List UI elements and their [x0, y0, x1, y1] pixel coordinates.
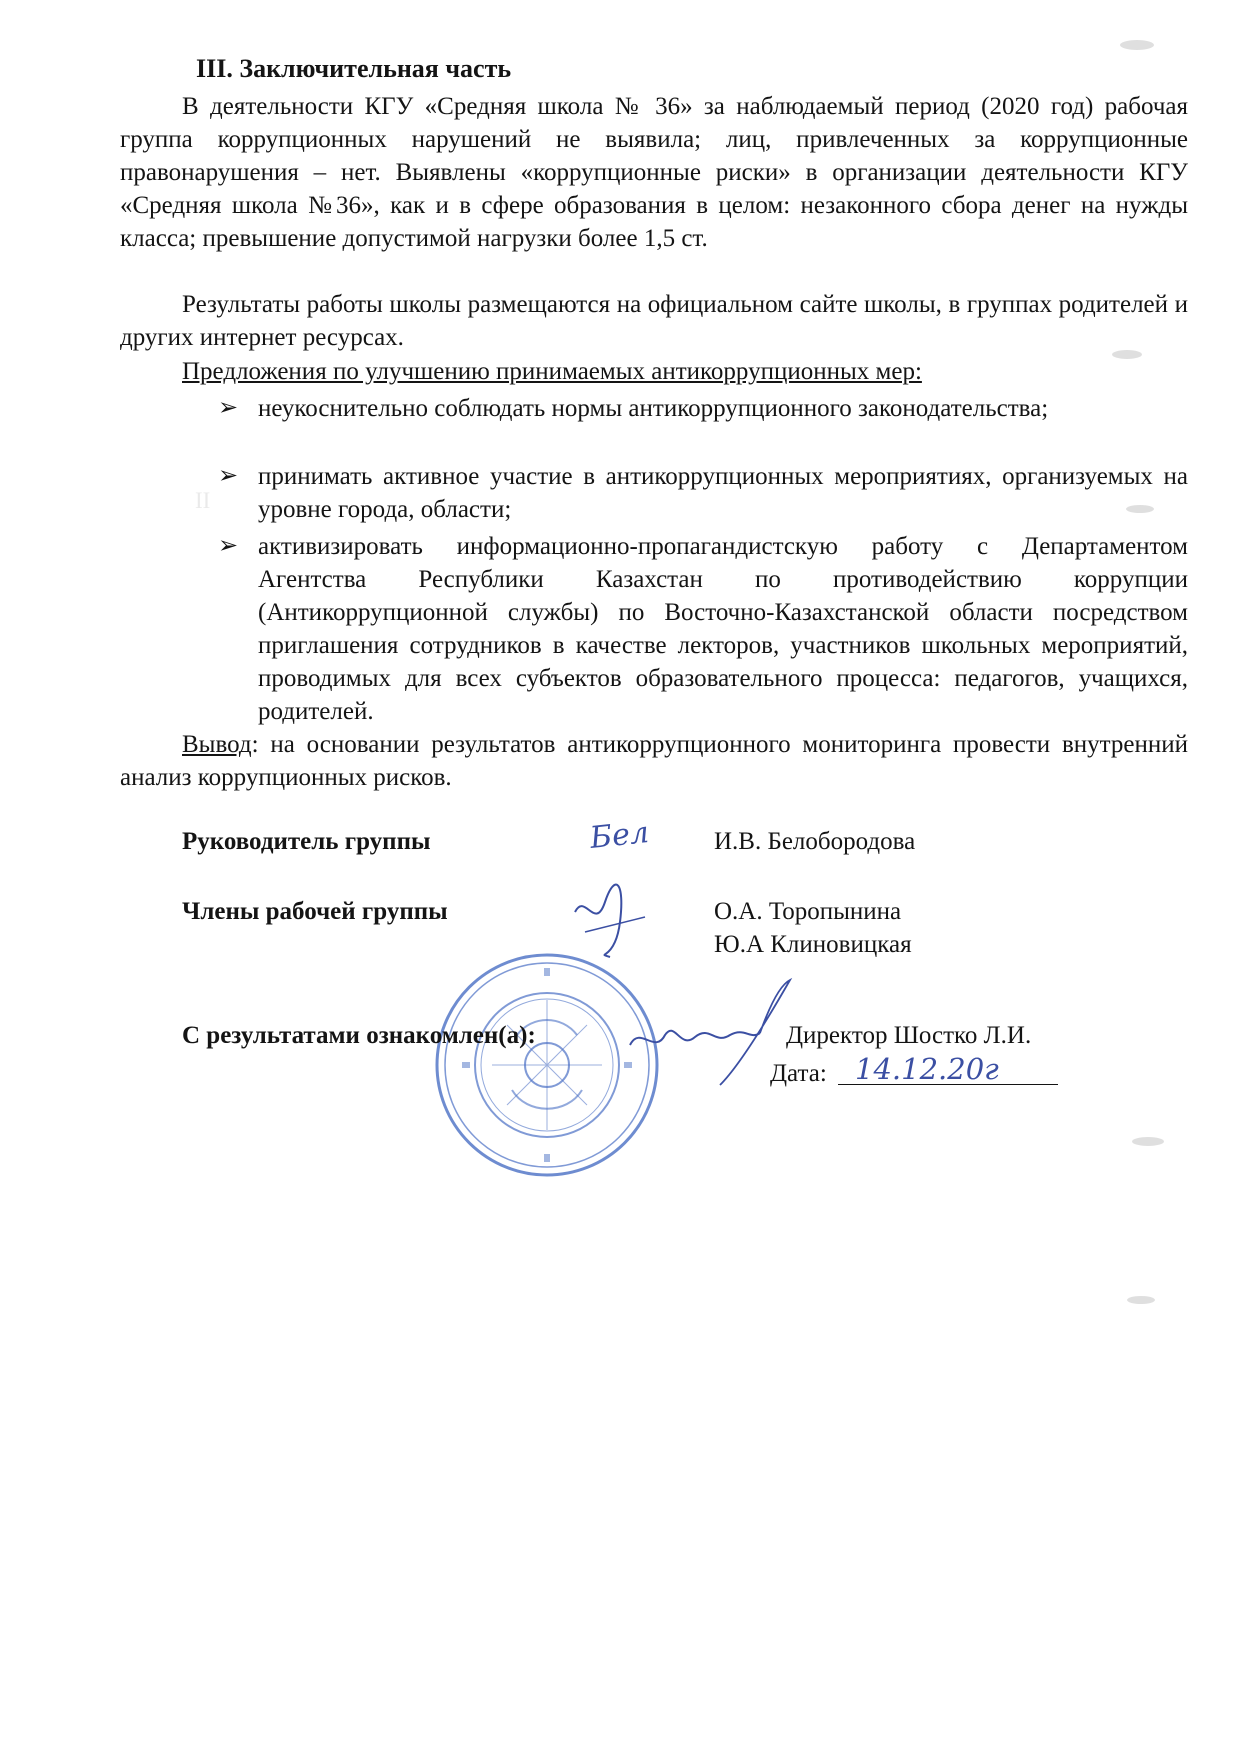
scan-speck	[1132, 1137, 1164, 1146]
list-item	[218, 392, 1188, 458]
date-handwritten: 14.12.20г	[855, 1052, 999, 1086]
leader-label: Руководитель группы	[182, 828, 431, 855]
date-label: Дата:	[770, 1060, 827, 1087]
list-item-text: активизировать информационно-пропагандистскую работу с Департаментом Агентства Республики Казахстан по противодействию коррупции (Антикоррупционной службы) по Восточно-Казахстанской области посредством приглашения сотрудников в качестве лекторов, участников школьных мероприятий, проводимых для всех субъектов образовательного процесса: педагогов, учащихся, родителей.	[258, 533, 1188, 725]
member-name-1: О.А. Торопынина	[714, 898, 902, 925]
proposals-title: Предложения по улучшению принимаемых антикоррупционных мер:	[182, 358, 922, 385]
section-heading: III. Заключительная часть	[196, 54, 512, 83]
arrow-bullet-icon: ➢	[218, 463, 239, 489]
leader-name: И.В. Белобородова	[714, 828, 916, 855]
conclusion-text: : на основании результатов антикоррупционного мониторинга провести внутренний анализ коррупционных рисков.	[120, 731, 1188, 791]
members-label: Члены рабочей группы	[182, 898, 448, 925]
bleed-through-text: II	[195, 488, 211, 513]
arrow-bullet-icon: ➢	[218, 395, 239, 421]
member-name-2: Ю.А Клиновицкая	[714, 931, 912, 958]
arrow-bullet-icon: ➢	[218, 533, 239, 559]
director-name: Директор Шостко Л.И.	[786, 1022, 1032, 1049]
list-item-text: принимать активное участие в антикоррупционных мероприятиях, организуемых на уровне города, области;	[258, 463, 1188, 523]
acquainted-label: С результатами ознакомлен(а):	[182, 1022, 536, 1049]
paragraph-findings: В деятельности КГУ «Средняя школа № 36» за наблюдаемый период (2020 год) рабочая группа коррупционных нарушений не выявила; лиц, привлеченных за коррупционные правонарушения – нет. Выявлены «коррупционные риски» в организации деятельности КГУ «Средняя школа №36», как и в сфере образования в целом: незаконного сбора денег на нужды класса; превышение допустимой нагрузки более 1,5 ст.	[120, 93, 1188, 252]
leader-signature: Бел	[588, 815, 651, 856]
list-item-text: неукоснительно соблюдать нормы антикоррупционного законодательства;	[258, 395, 1049, 422]
paragraph-conclusion	[120, 728, 1188, 794]
scan-speck	[1127, 1296, 1155, 1304]
list-item	[218, 530, 1188, 730]
conclusion-label: Вывод	[182, 731, 252, 758]
scan-speck	[1120, 40, 1154, 50]
member-signature	[565, 872, 655, 962]
paragraph-results: Результаты работы школы размещаются на официальном сайте школы, в группах родителей и других интернет ресурсах.	[120, 291, 1188, 351]
list-item	[218, 460, 1188, 526]
